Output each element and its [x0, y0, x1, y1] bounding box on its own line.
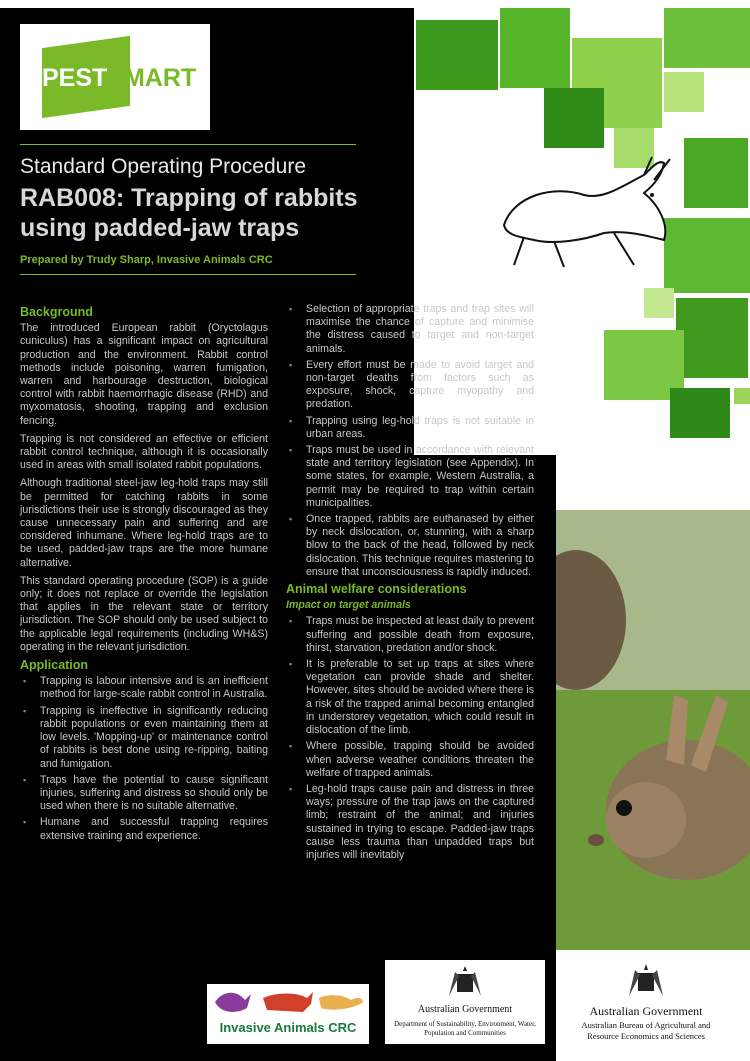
header-rule-top [20, 144, 356, 145]
rabbit-sketch-illustration [494, 155, 684, 275]
logo-pest: PEST [42, 64, 108, 92]
logo-text [42, 64, 196, 93]
list-item: ▪ Traps must be used in accordance with relevant state and territory legislation (see Appendix). In some states, for example, Western Australia, a permit may be required to trap within certain municipalities. [306, 444, 534, 510]
header-rule-bottom [20, 274, 356, 275]
background-para-3: Although traditional steel-jaw leg-hold traps may still be permitted for catching rabbits in some jurisdictions their use is strongly discouraged as they cause unnecessary pain and suffering and are considered inhumane. Where leg-hold traps are to be used, padded-jaw traps are the more humane alternative. [20, 477, 268, 569]
gov2-name: Australian Government [589, 1004, 703, 1018]
background-para-2: Trapping is not considered an effective or efficient rabbit control technique, although it is occasionally used in areas with small isolated rabbit populations. [20, 432, 268, 472]
coat-of-arms-icon [624, 964, 668, 1000]
doc-subtitle: Standard Operating Procedure [20, 155, 307, 178]
list-item: ▪ Where possible, trapping should be avoided when adverse weather conditions threaten the welfare of trapped animals. [306, 740, 534, 780]
list-item: ▪ Humane and successful trapping requires extensive training and experience. [40, 816, 268, 842]
gov2-department: Australian Bureau of Agricultural and Resource Economics and Sciences [581, 1020, 711, 1041]
list-item: ▪ Leg-hold traps cause pain and distress in three ways; pressure of the trap jaws on the captured limb; restraint of the animal; and injuries sustained in trying to escape. Padded-jaw traps cause less trauma than unpadded traps but injuries will inevitably [306, 783, 534, 862]
pestsmart-logo [20, 24, 210, 130]
list-item: ▪ Trapping is ineffective in significantly reducing rabbit populations or even maintaining them at low levels. 'Mopping-up' or maintenance control of rabbits is best done using re-ripping, baiting and fumigation. [40, 705, 268, 771]
welfare-heading: Animal welfare considerations [286, 582, 467, 597]
gov1-department: Department of Sustainability, Environment, Water, Population and Communities [394, 1020, 536, 1037]
list-item: ▪ Once trapped, rabbits are euthanased by either by neck dislocation, or, stunning, with a sharp blow to the back of the head, followed by neck dislocation. This technique requires mastering to ensure that unconsciousness is rapidly induced. [306, 513, 534, 579]
impact-subheading: Impact on target animals [286, 599, 411, 612]
doc-title: RAB008: Trapping of rabbits using padded-jaw traps [20, 184, 358, 242]
considerations-list [286, 303, 534, 579]
logo-smart: SMART [107, 64, 197, 92]
application-heading: Application [20, 658, 89, 673]
welfare-list [286, 615, 534, 862]
coat-of-arms-icon [445, 966, 485, 1000]
list-item: ▪ Trapping is labour intensive and is an inefficient method for large-scale rabbit control in Australia. [40, 675, 268, 701]
list-item: ▪ Trapping using leg-hold traps is not suitable in urban areas. [306, 415, 534, 441]
rabbit-photo [556, 510, 750, 950]
gov-logo-sewpac [385, 960, 545, 1044]
gov1-name: Australian Government [417, 1004, 513, 1015]
left-column [20, 302, 268, 846]
background-heading: Background [20, 305, 93, 319]
background-para-4: This standard operating procedure (SOP) is a guide only; it does not replace or override the legislation that applies in the relevant state or territory jurisdiction. The SOP should only be used subject to the applicable legal requirements (including WH&S) operating in the relevant jurisdiction. [20, 574, 268, 653]
right-column [286, 303, 534, 865]
list-item: ▪ It is preferable to set up traps at sites where vegetation can provide shade and shelter. However, sites should be avoided where there is a risk of the trapped animal becoming entangled in understorey vegetation, which could result in dislocation of the limb. [306, 658, 534, 737]
list-item: ▪ Traps must be inspected at least daily to prevent suffering and possible death from exposure, thirst, starvation, predation and/or shock. [306, 615, 534, 655]
application-list [20, 675, 268, 842]
background-para-1: The introduced European rabbit (Oryctolagus cuniculus) has a significant impact on agricultural production and the environment. Rabbit control methods include poisoning, warren fumigation, warren and harbourage destruction, biological control with rabbit haemorrhagic disease (RHD) and myxomatosis, shooting, trapping and exclusion fencing. [20, 322, 268, 427]
invasive-animals-crc-logo [207, 984, 369, 1044]
prepared-by: Prepared by Trudy Sharp, Invasive Animals CRC [20, 254, 273, 266]
animal-silhouettes-icon [207, 984, 369, 1018]
iacrc-label: Invasive Animals CRC [219, 1020, 357, 1035]
list-item: ▪ Traps have the potential to cause significant injuries, suffering and distress so should only be used when there is no suitable alternative. [40, 774, 268, 814]
list-item: ▪ Every effort must be made to avoid target and non-target deaths from factors such as exposure, shock, capture myopathy and predation. [306, 359, 534, 412]
gov-logo-abares [560, 960, 732, 1044]
list-item: ▪ Selection of appropriate traps and trap sites will maximise the chance of capture and minimise the distress caused to target and non-target animals. [306, 303, 534, 356]
